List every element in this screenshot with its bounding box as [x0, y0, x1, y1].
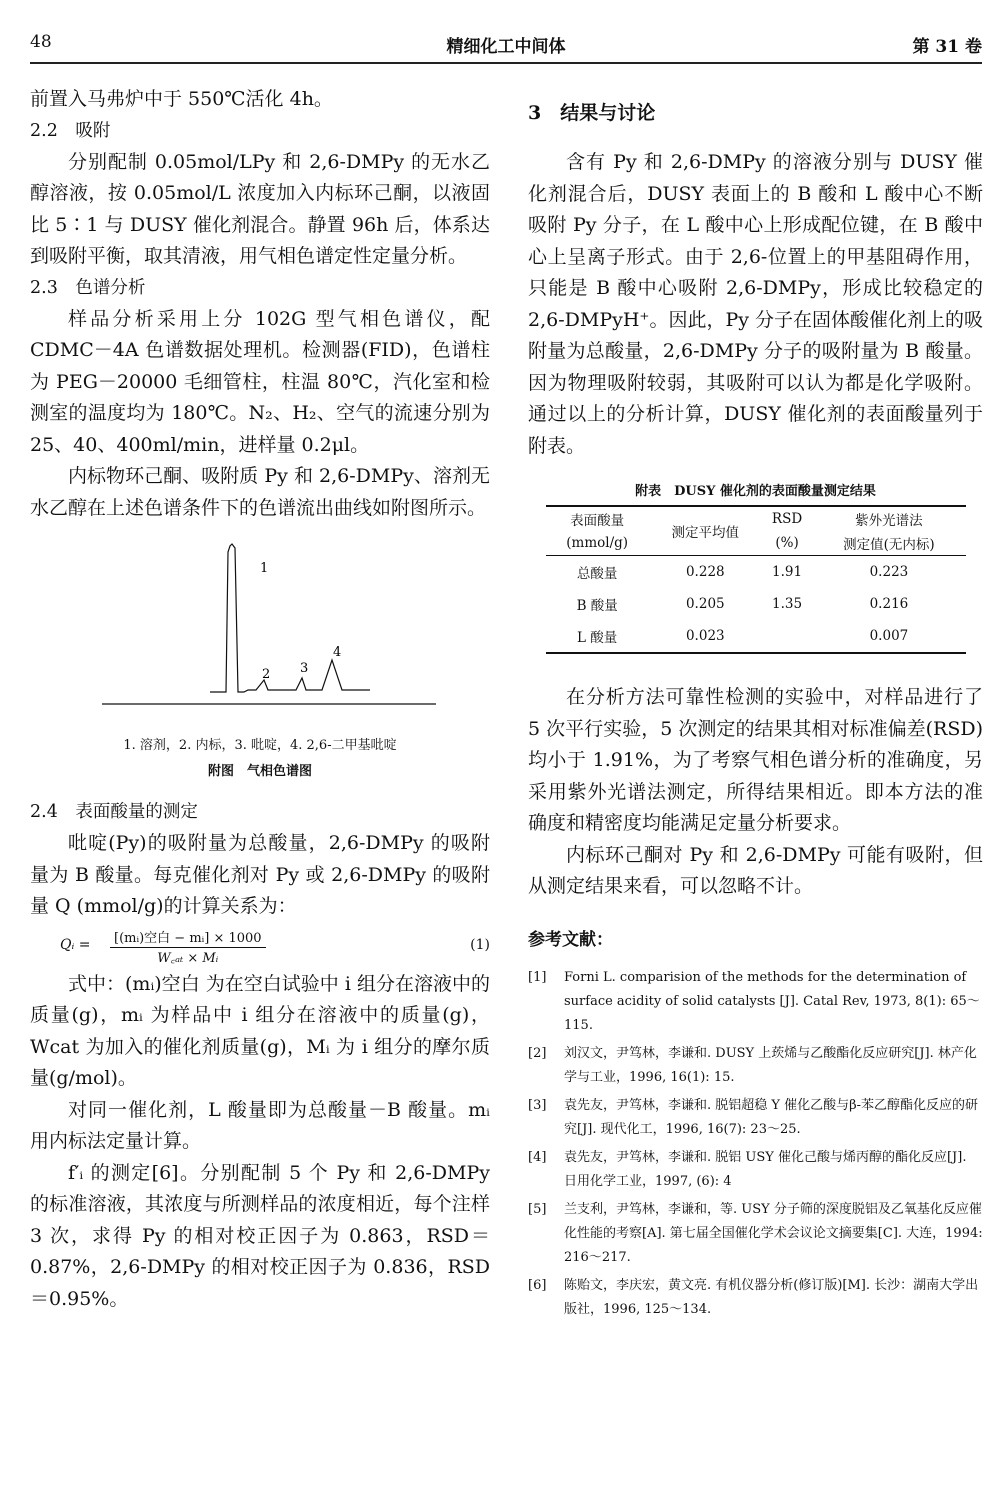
paragraph: 分别配制 0.05mol/LPy 和 2,6-DMPy 的无水乙醇溶液，按 0.05mol/L 浓度加入内标环己酮，以液固比 5∶1 与 DUSY 催化剂混合。静置 96h 后，体系达到吸附平衡，取其清液，用气相色谱定性定量分析。 — [30, 150, 490, 267]
figure-caption: 1. 溶剂，2. 内标，3. 吡啶，4. 2,6-二甲基吡啶 — [123, 738, 397, 753]
reference-number: [1] — [528, 969, 547, 985]
reference-item — [528, 1094, 983, 1142]
reference-text: 兰支利，尹笃林，李谦和，等. USY 分子筛的深度脱铝及乙氧基化反应催化性能的考察[A]. 第七届全国催化学术会议论文摘要集[C]. 大连，1994: 216～217. — [564, 1201, 983, 1265]
equation-number: (1) — [470, 936, 490, 953]
peak-label-3: 3 — [300, 661, 309, 676]
peak-label-4: 4 — [333, 645, 342, 660]
table-header-cell: RSD — [762, 506, 813, 531]
acid-amount-table — [546, 505, 966, 654]
equation-lhs: Qᵢ = — [60, 936, 91, 953]
table-cell: 0.228 — [685, 564, 725, 580]
table-cell: 1.35 — [772, 596, 803, 612]
reference-list — [528, 966, 983, 1322]
table-header-cell: (mmol/g) — [546, 531, 649, 556]
equation-1 — [30, 927, 490, 965]
page-number: 48 — [30, 32, 52, 52]
reference-number: [5] — [528, 1201, 547, 1217]
reference-text: Forni L. comparision of the methods for the determination of surface acidity of solid catalysts [J]. Catal Rev, 1973, 8(1): 65～115. — [564, 969, 980, 1033]
reference-item — [528, 1198, 983, 1270]
paragraph: 内标环己酮对 Py 和 2,6-DMPy 可能有吸附，但从测定结果来看，可以忽略不计。 — [528, 843, 983, 897]
reference-item — [528, 966, 983, 1038]
table-cell: L 酸量 — [546, 620, 649, 653]
paragraph: 吡啶(Py)的吸附量为总酸量，2,6-DMPy 的吸附量为 B 酸量。每克催化剂对 Py 或 2,6-DMPy 的吸附量 Q (mmol/g)的计算关系为： — [30, 832, 490, 917]
peak-label-2: 2 — [262, 667, 271, 682]
table-row — [546, 556, 966, 589]
paragraph: 样品分析采用上分 102G 型气相色谱仪，配 CDMC－4A 色谱数据处理机。检测器(FID)，色谱柱为 PEG－20000 毛细管柱，柱温 80℃，汽化室和检测室的温度均为 180℃。N₂、H₂、空气的流速分别为 25、40、400ml/min，进样量 0.2μl。 — [30, 307, 490, 456]
table-header-cell: 测定值(无内标) — [812, 531, 965, 556]
section-heading-3: 3 结果与讨论 — [528, 102, 656, 124]
section-heading-2-3: 2.3 色谱分析 — [30, 277, 146, 298]
table-cell: 1.91 — [772, 564, 803, 580]
table-row — [546, 588, 966, 620]
equation-denominator: W꜀ₐₜ × Mᵢ — [157, 950, 219, 966]
reference-number: [2] — [528, 1045, 547, 1061]
table-cell: 总酸量 — [576, 566, 618, 582]
table-cell: 0.223 — [869, 564, 909, 580]
paragraph: f′ᵢ 的测定[6]。分别配制 5 个 Py 和 2,6-DMPy 的标准溶液，其浓度与所测样品的浓度相近，每个注样 3 次，求得 Py 的相对校正因子为 0.863，RSD＝0.87%，2,6-DMPy 的相对校正因子为 0.836，RSD＝0.95%。 — [30, 1161, 490, 1310]
paragraph: 在分析方法可靠性检测的实验中，对样品进行了 5 次平行实验，5 次测定的结果其相对标准偏差(RSD)均小于 1.91%，为了考察气相色谱分析的准确度，另采用紫外光谱法测定，所得结果相近。即本方法的准确度和精密度均能满足定量分析要求。 — [528, 686, 983, 834]
reference-item — [528, 1042, 983, 1090]
reference-text: 袁先友，尹笃林，李谦和. 脱铝 USY 催化己酸与烯丙醇的酯化反应[J]. 日用化学工业，1997, (6): 4 — [564, 1149, 967, 1189]
section-heading-2-2: 2.2 吸附 — [30, 120, 111, 141]
chromatogram-figure — [30, 532, 490, 779]
reference-number: [3] — [528, 1097, 547, 1113]
volume-label: 第 31 卷 — [912, 37, 982, 57]
paragraph: 含有 Py 和 2,6-DMPy 的溶液分别与 DUSY 催化剂混合后，DUSY 表面上的 B 酸和 L 酸中心不断吸附 Py 分子，在 L 酸中心上形成配位键，在 B 酸中心上呈离子形式。由于 2,6-位置上的甲基阻碍作用，只能是 B 酸中心吸附 2,6-DMPy，形成比较稳定的 2,6-DMPyH⁺。因此，Py 分子在固体酸催化剂上的吸附量为总酸量，2,6-DMPy 分子的吸附量为 B 酸量。因为物理吸附较弱，其吸附可以认为都是化学吸附。通过以上的分析计算，DUSY 催化剂的表面酸量列于附表。 — [528, 151, 983, 457]
reference-text: 袁先友，尹笃林，李谦和. 脱铝超稳 Y 催化乙酸与β-苯乙醇酯化反应的研究[J]. 现代化工，1996, 16(7): 23～25. — [564, 1097, 979, 1137]
reference-text: 刘汉文，尹笃林，李谦和. DUSY 上莰烯与乙酸酯化反应研究[J]. 林产化学与工业，1996, 16(1): 15. — [564, 1045, 977, 1085]
section-heading-2-4: 2.4 表面酸量的测定 — [30, 802, 198, 822]
table-cell: 0.205 — [685, 596, 725, 612]
peak-label-1: 1 — [260, 561, 269, 576]
table-cell: 0.216 — [869, 596, 909, 612]
table-row — [546, 620, 966, 653]
references-heading: 参考文献： — [528, 929, 613, 950]
table-cell: 0.007 — [812, 620, 965, 653]
reference-item — [528, 1146, 983, 1194]
table-header-cell: 紫外光谱法 — [812, 506, 965, 531]
left-column — [30, 84, 490, 1315]
chromatogram-plot — [30, 532, 490, 732]
table-cell — [762, 620, 813, 653]
paragraph: 对同一催化剂，L 酸量即为总酸量－B 酸量。mᵢ 用内标法定量计算。 — [30, 1098, 490, 1152]
figure-title: 附图 气相色谱图 — [207, 764, 312, 779]
right-column — [528, 84, 983, 1326]
reference-number: [6] — [528, 1277, 547, 1293]
journal-title: 精细化工中间体 — [446, 37, 566, 57]
table-header-cell: (%) — [762, 531, 813, 556]
equation-fraction — [110, 927, 266, 966]
paragraph: 前置入马弗炉中于 550℃活化 4h。 — [30, 88, 333, 110]
page-header — [30, 30, 982, 64]
equation-numerator: [(mᵢ)空白 − mᵢ] × 1000 — [110, 927, 266, 948]
table-cell: B 酸量 — [576, 598, 618, 614]
reference-number: [4] — [528, 1149, 547, 1165]
reference-text: 陈贻文，李庆宏，黄文亮. 有机仪器分析(修订版)[M]. 长沙：湖南大学出版社，1996, 125～134. — [564, 1277, 979, 1317]
table-header-cell: 测定平均值 — [649, 506, 762, 556]
paragraph: 式中：(mᵢ)空白 为在空白试验中 i 组分在溶液中的质量(g)，mᵢ 为样品中 i 组分在溶液中的质量(g)，Wcat 为加入的催化剂质量(g)，Mᵢ 为 i 组分的摩尔质量(g/mol)。 — [30, 972, 490, 1089]
table-cell: 0.023 — [649, 620, 762, 653]
reference-item — [528, 1274, 983, 1322]
table-title: 附表 DUSY 催化剂的表面酸量测定结果 — [635, 484, 876, 499]
chromatogram-trace — [210, 544, 370, 692]
table-header-cell: 表面酸量 — [546, 506, 649, 531]
paragraph: 内标物环己酮、吸附质 Py 和 2,6-DMPy、溶剂无水乙醇在上述色谱条件下的色谱流出曲线如附图所示。 — [30, 465, 490, 519]
